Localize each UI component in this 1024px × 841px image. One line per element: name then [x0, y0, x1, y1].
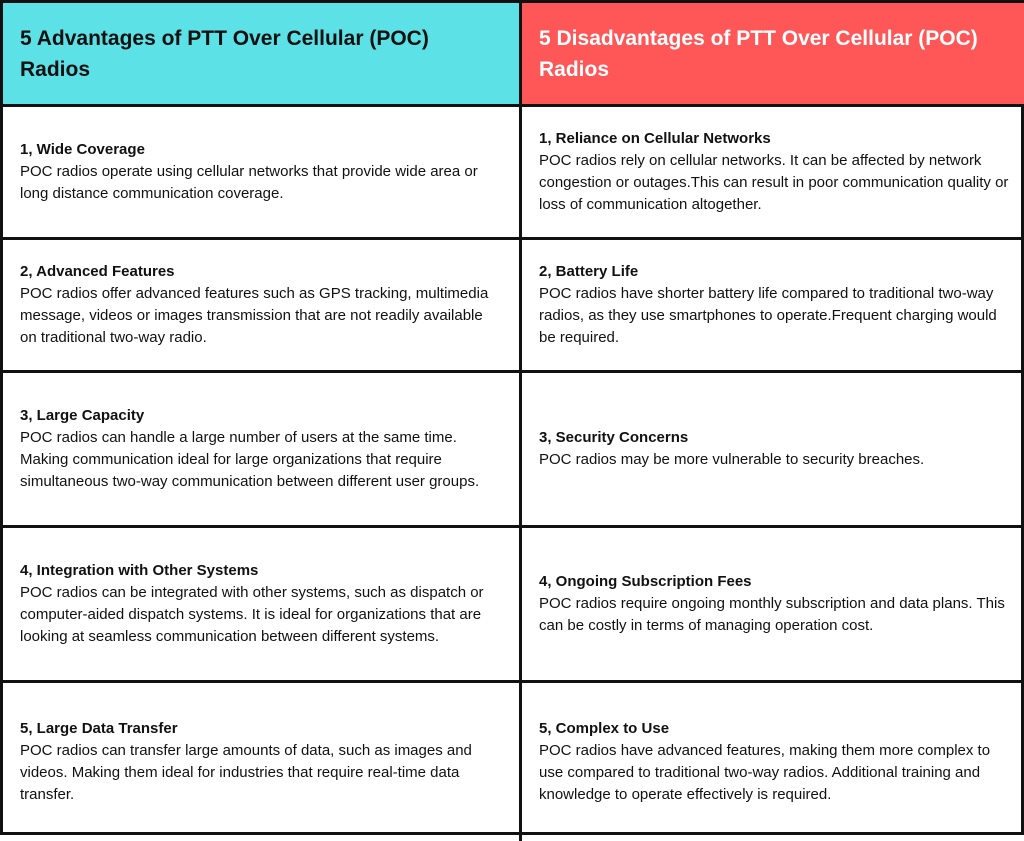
advantages-header-text: 5 Advantages of PTT Over Cellular (POC) Radios — [20, 26, 429, 81]
advantage-cell-5 — [3, 683, 522, 841]
advantage-cell-2 — [3, 240, 522, 373]
advantages-header — [3, 3, 522, 107]
disadvantage-cell-2 — [522, 240, 1024, 373]
disadvantage-body: POC radios rely on cellular networks. It can be affected by network congestion or outages.This can result in poor communication quality or loss of communication altogether. — [539, 152, 1009, 213]
disadvantage-body: POC radios have shorter battery life compared to traditional two-way radios, as they use smartphones to operate.Frequent charging would be required. — [539, 285, 997, 346]
disadvantage-cell-1 — [522, 107, 1024, 240]
advantage-title: 5, Large Data Transfer — [20, 720, 178, 737]
advantage-cell-3 — [3, 373, 522, 528]
advantage-title: 1, Wide Coverage — [20, 141, 145, 158]
disadvantage-title: 3, Security Concerns — [539, 429, 689, 446]
disadvantage-body: POC radios may be more vulnerable to security breaches. — [539, 451, 925, 468]
disadvantages-header — [522, 3, 1024, 107]
disadvantage-title: 4, Ongoing Subscription Fees — [539, 573, 752, 590]
disadvantage-body: POC radios have advanced features, making them more complex to use compared to traditional two-way radios. Additional training and knowledge to operate effectively is required. — [539, 742, 991, 803]
disadvantage-cell-5 — [522, 683, 1024, 841]
advantage-title: 3, Large Capacity — [20, 407, 145, 424]
advantage-body: POC radios can transfer large amounts of data, such as images and videos. Making them ideal for industries that require real-time data transfer. — [20, 742, 472, 803]
advantage-body: POC radios can be integrated with other systems, such as dispatch or computer-aided dispatch systems. It is ideal for organizations that are looking at seamless communication between different systems. — [20, 584, 484, 645]
advantage-body: POC radios can handle a large number of users at the same time. Making communication ideal for large organizations that require simultaneous two-way communication between different user groups. — [20, 429, 480, 490]
disadvantage-title: 2, Battery Life — [539, 263, 639, 280]
disadvantage-cell-3 — [522, 373, 1024, 528]
disadvantage-cell-4 — [522, 528, 1024, 683]
disadvantage-body: POC radios require ongoing monthly subscription and data plans. This can be costly in terms of managing operation cost. — [539, 595, 1005, 634]
disadvantages-header-text: 5 Disadvantages of PTT Over Cellular (POC) Radios — [539, 26, 978, 81]
advantage-title: 2, Advanced Features — [20, 263, 175, 280]
advantage-title: 4, Integration with Other Systems — [20, 562, 259, 579]
advantage-body: POC radios operate using cellular networks that provide wide area or long distance communication coverage. — [20, 163, 478, 202]
disadvantage-title: 1, Reliance on Cellular Networks — [539, 130, 771, 147]
advantage-body: POC radios offer advanced features such as GPS tracking, multimedia message, videos or images transmission that are not readily available on traditional two-way radio. — [20, 285, 489, 346]
advantage-cell-1 — [3, 107, 522, 240]
disadvantage-title: 5, Complex to Use — [539, 720, 670, 737]
advantage-cell-4 — [3, 528, 522, 683]
